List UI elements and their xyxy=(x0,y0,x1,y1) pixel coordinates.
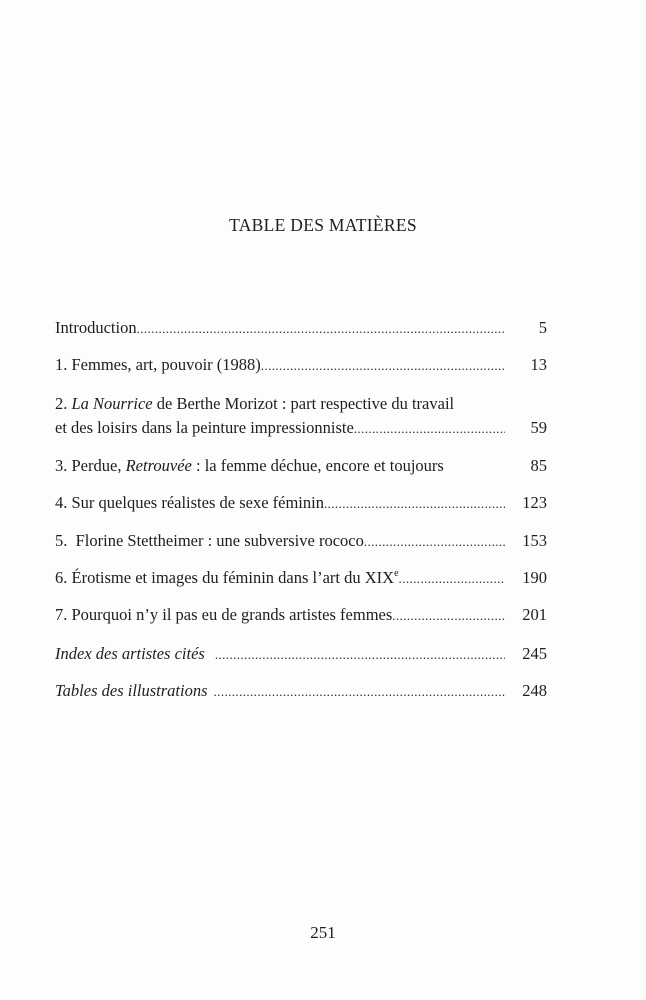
toc-entry-italic-title: Retrouvée xyxy=(125,456,192,475)
toc-entry-prefix: 3. Perdue, xyxy=(55,456,126,475)
toc-entry-title: 7. Pourquoi n’y il pas eu de grands artistes femmes xyxy=(55,605,393,624)
toc-entry-index xyxy=(55,642,547,666)
toc-page-number: 123 xyxy=(522,493,547,512)
toc-entry-6 xyxy=(55,566,547,590)
toc-page-number: 59 xyxy=(530,418,547,437)
toc-page-number: 85 xyxy=(530,456,547,475)
toc-entry-introduction xyxy=(55,316,547,340)
toc-entry-title: 5. Florine Stettheimer : une subversive rococo xyxy=(55,531,364,550)
dot-leader xyxy=(324,492,505,516)
toc-entry-title: Introduction xyxy=(55,318,137,337)
page-number-footer: 251 xyxy=(310,923,336,942)
toc-entry-2 xyxy=(55,392,547,440)
toc-entry-title-rest: : la femme déchue, encore et toujours xyxy=(191,456,444,475)
toc-page-number: 153 xyxy=(522,531,547,550)
toc-entry-3 xyxy=(55,454,547,478)
toc-entry-title xyxy=(55,454,444,478)
toc-entry-4 xyxy=(55,491,547,515)
dot-leader xyxy=(364,530,505,554)
toc-entry-title xyxy=(55,566,399,590)
toc-page-number: 190 xyxy=(522,568,547,587)
dot-leader xyxy=(261,354,505,378)
dot-leader xyxy=(137,317,505,341)
toc-entry-title-rest: de Berthe Morizot : part respective du travail xyxy=(152,394,455,413)
page-title: TABLE DES MATIÈRES xyxy=(229,215,417,235)
toc-page-number: 201 xyxy=(522,605,547,624)
toc-entry-7 xyxy=(55,603,547,627)
toc-entry-title: Index des artistes cités xyxy=(55,644,205,663)
dot-leader xyxy=(392,604,505,628)
toc-entry-prefix: 2. xyxy=(55,394,72,413)
dot-leader xyxy=(214,680,505,704)
toc-entry-title-line-2: et des loisirs dans la peinture impressionniste xyxy=(55,418,354,437)
dot-leader xyxy=(354,417,505,441)
toc-page-number: 245 xyxy=(522,644,547,663)
dot-leader xyxy=(399,567,505,591)
toc-page-number: 5 xyxy=(538,318,547,337)
toc-entry-title: Tables des illustrations xyxy=(55,681,208,700)
toc-entry-title-line-1 xyxy=(55,392,547,416)
toc-entry-5 xyxy=(55,529,547,553)
toc-page-number: 248 xyxy=(522,681,547,700)
toc-entry-title-text: 6. Érotisme et images du féminin dans l’art du XIX xyxy=(55,568,395,587)
toc-entry-title: 4. Sur quelques réalistes de sexe féminin xyxy=(55,493,324,512)
toc-entry-italic-title: La Nourrice xyxy=(71,394,153,413)
toc-entry-illustrations xyxy=(55,679,547,703)
toc-entry-1 xyxy=(55,353,547,377)
toc-page-number: 13 xyxy=(530,355,547,374)
superscript-e: e xyxy=(394,568,399,579)
dot-leader xyxy=(215,643,505,667)
toc-entry-title: 1. Femmes, art, pouvoir (1988) xyxy=(55,355,261,374)
